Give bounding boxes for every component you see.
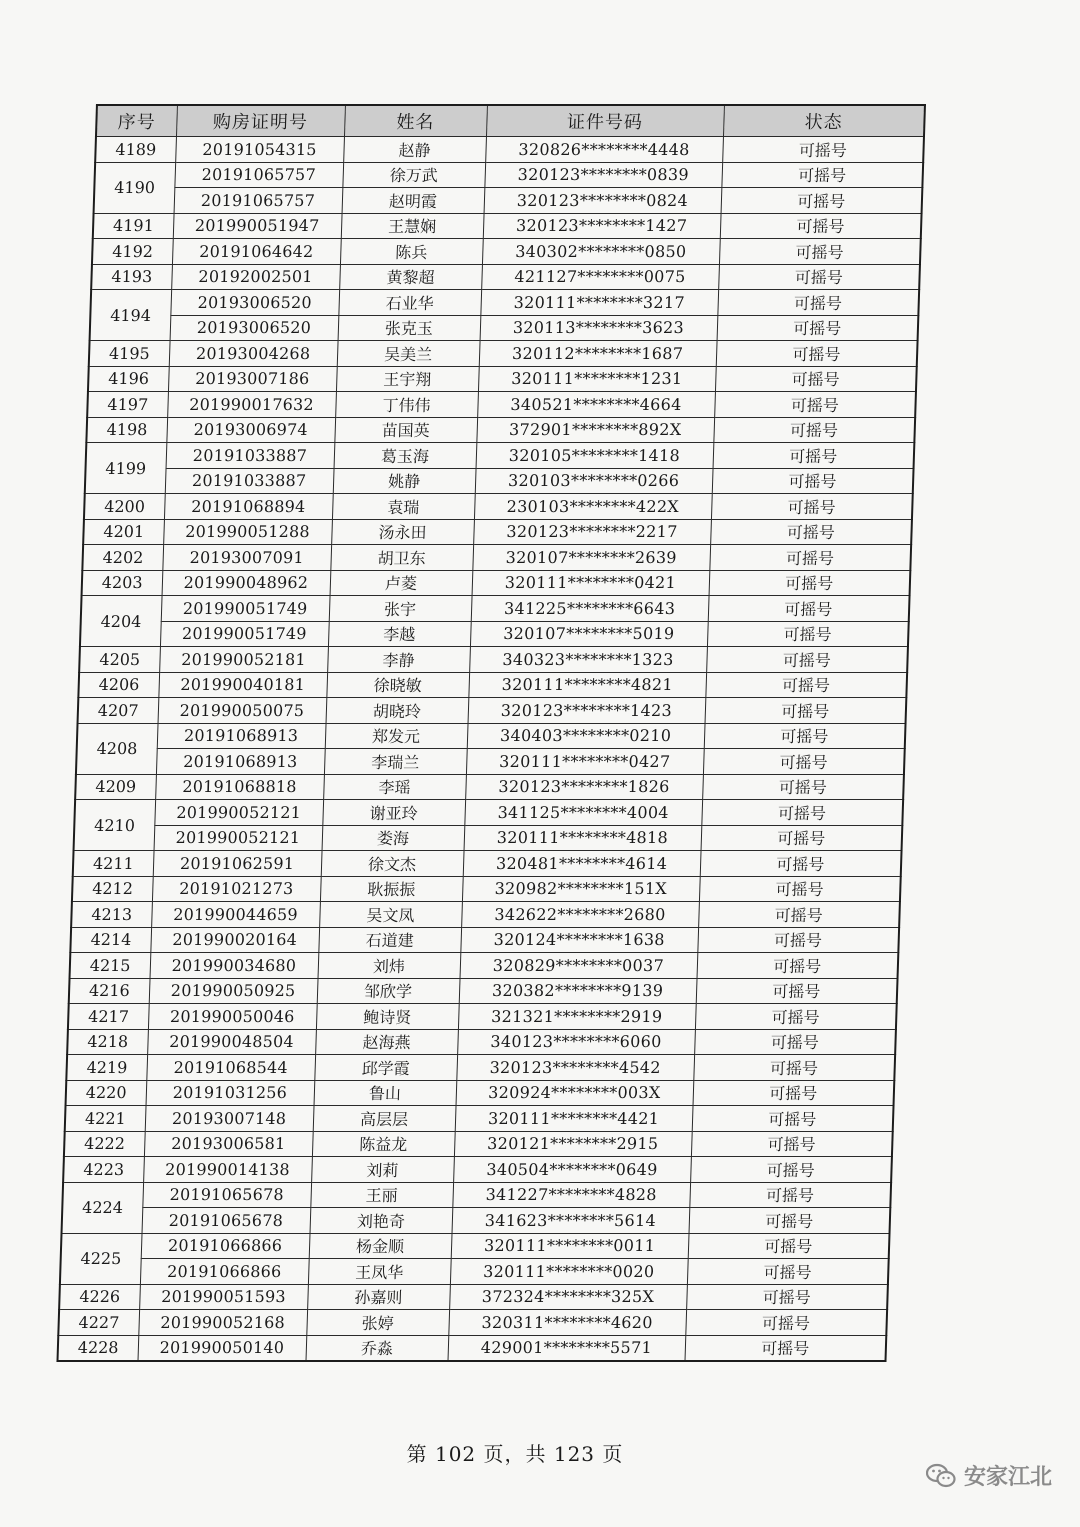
cell-status: 可摇号 <box>718 264 920 290</box>
cell-id-number: 320111********0011 <box>451 1233 689 1259</box>
cell-name: 刘莉 <box>311 1157 454 1183</box>
cell-id-number: 320107********2639 <box>472 545 710 571</box>
cell-purchase-cert-no: 201990020164 <box>150 927 319 953</box>
cell-name: 黄黎超 <box>339 264 482 290</box>
table-row <box>80 621 909 647</box>
table-row <box>69 978 898 1004</box>
cell-purchase-cert-no: 20191068818 <box>155 774 324 800</box>
cell-purchase-cert-no: 20191062591 <box>153 851 322 877</box>
table-row <box>70 927 899 953</box>
cell-status: 可摇号 <box>717 290 919 316</box>
table-row <box>94 162 923 188</box>
cell-serial-no: 4212 <box>72 876 153 902</box>
cell-status: 可摇号 <box>684 1335 886 1361</box>
table-row <box>65 1106 894 1132</box>
cell-name: 葛玉海 <box>334 443 477 469</box>
table-row <box>95 137 924 163</box>
cell-status: 可摇号 <box>715 366 917 392</box>
cell-purchase-cert-no: 201990052168 <box>138 1310 307 1336</box>
cell-id-number: 230103********422X <box>474 494 712 520</box>
cell-name: 石道建 <box>318 927 461 953</box>
cell-purchase-cert-no: 20191021273 <box>152 876 321 902</box>
cell-purchase-cert-no: 20191066866 <box>140 1259 309 1285</box>
table-row <box>58 1310 887 1336</box>
cell-status: 可摇号 <box>709 545 911 571</box>
cell-id-number: 341623********5614 <box>452 1208 690 1234</box>
cell-id-number: 320111********4818 <box>464 825 702 851</box>
cell-serial-no: 4228 <box>57 1335 138 1361</box>
cell-purchase-cert-no: 20193004268 <box>169 341 338 367</box>
cell-status: 可摇号 <box>722 137 924 163</box>
cell-status: 可摇号 <box>697 953 899 979</box>
cell-purchase-cert-no: 201990051749 <box>160 621 329 647</box>
page-number-footer: 第 102 页，共 123 页 <box>406 1442 624 1466</box>
cell-status: 可摇号 <box>688 1233 890 1259</box>
cell-name: 王丽 <box>310 1182 453 1208</box>
cell-serial-no: 4215 <box>70 953 151 979</box>
cell-purchase-cert-no: 20191065678 <box>142 1182 311 1208</box>
table-row <box>93 213 922 239</box>
cell-id-number: 320111********0020 <box>450 1259 688 1285</box>
cell-status: 可摇号 <box>694 1029 896 1055</box>
document-sheet <box>56 104 924 1362</box>
cell-purchase-cert-no: 201990044659 <box>151 902 320 928</box>
cell-purchase-cert-no: 201990050925 <box>149 978 318 1004</box>
cell-purchase-cert-no: 201990034680 <box>150 953 319 979</box>
cell-purchase-cert-no: 20191033887 <box>166 443 335 469</box>
cell-purchase-cert-no: 20193007148 <box>145 1106 314 1132</box>
cell-serial-no: 4217 <box>68 1004 149 1030</box>
cell-serial-no: 4191 <box>93 213 174 239</box>
cell-purchase-cert-no: 20193006581 <box>144 1131 313 1157</box>
cell-name: 徐文杰 <box>321 851 464 877</box>
cell-status: 可摇号 <box>699 876 901 902</box>
cell-serial-no: 4199 <box>85 443 167 494</box>
header-name: 姓名 <box>344 105 487 137</box>
cell-purchase-cert-no: 20193006520 <box>170 315 339 341</box>
cell-name: 姚静 <box>333 468 476 494</box>
cell-id-number: 320924********003X <box>456 1080 694 1106</box>
cell-serial-no: 4193 <box>91 264 172 290</box>
table-row <box>57 1335 886 1361</box>
cell-serial-no: 4221 <box>65 1106 146 1132</box>
table-row <box>77 723 906 749</box>
cell-purchase-cert-no: 201990050046 <box>148 1004 317 1030</box>
cell-name: 邱学霞 <box>314 1055 457 1081</box>
cell-purchase-cert-no: 20191068544 <box>146 1055 315 1081</box>
cell-status: 可摇号 <box>703 749 905 775</box>
table-row <box>83 519 912 545</box>
table-row <box>82 570 911 596</box>
cell-purchase-cert-no: 20191064642 <box>172 239 341 265</box>
header-serial-no: 序号 <box>96 105 177 137</box>
cell-purchase-cert-no: 201990050075 <box>158 698 327 724</box>
cell-serial-no: 4210 <box>74 800 156 851</box>
cell-name: 李瑶 <box>323 774 466 800</box>
cell-name: 李越 <box>328 621 471 647</box>
cell-name: 李静 <box>327 647 470 673</box>
cell-name: 陈兵 <box>340 239 483 265</box>
cell-purchase-cert-no: 201990052121 <box>154 825 323 851</box>
cell-status: 可摇号 <box>695 1004 897 1030</box>
cell-serial-no: 4204 <box>80 596 162 647</box>
cell-status: 可摇号 <box>691 1131 893 1157</box>
cell-name: 王凤华 <box>308 1259 451 1285</box>
cell-status: 可摇号 <box>689 1208 891 1234</box>
table-row <box>78 698 907 724</box>
table-row <box>72 876 901 902</box>
cell-status: 可摇号 <box>706 647 908 673</box>
table-row <box>85 468 914 494</box>
cell-status: 可摇号 <box>705 698 907 724</box>
cell-id-number: 341225********6643 <box>471 596 709 622</box>
cell-id-number: 321321********2919 <box>458 1004 696 1030</box>
cell-id-number: 320111********0421 <box>472 570 710 596</box>
cell-id-number: 320123********0824 <box>484 188 722 214</box>
cell-name: 卢菱 <box>330 570 473 596</box>
cell-id-number: 320123********0839 <box>484 162 722 188</box>
cell-name: 李瑞兰 <box>324 749 467 775</box>
cell-status: 可摇号 <box>689 1182 891 1208</box>
table-row <box>62 1182 891 1208</box>
table-row <box>90 290 919 316</box>
cell-status: 可摇号 <box>705 672 907 698</box>
table-row <box>86 417 915 443</box>
cell-purchase-cert-no: 20193007186 <box>168 366 337 392</box>
cell-name: 鲍诗贤 <box>316 1004 459 1030</box>
cell-id-number: 340302********0850 <box>482 239 720 265</box>
cell-status: 可摇号 <box>696 978 898 1004</box>
table-row <box>62 1208 891 1234</box>
cell-name: 杨金顺 <box>309 1233 452 1259</box>
cell-id-number: 320111********3217 <box>480 290 718 316</box>
cell-status: 可摇号 <box>692 1106 894 1132</box>
cell-status: 可摇号 <box>687 1259 889 1285</box>
cell-purchase-cert-no: 20191065757 <box>174 188 343 214</box>
cell-name: 汤永田 <box>331 519 474 545</box>
cell-name: 高层层 <box>313 1106 456 1132</box>
table-row <box>84 494 913 520</box>
cell-serial-no: 4189 <box>95 137 176 163</box>
cell-purchase-cert-no: 201990051749 <box>161 596 330 622</box>
cell-id-number: 320481********4614 <box>463 851 701 877</box>
cell-serial-no: 4200 <box>84 494 165 520</box>
cell-id-number: 372324********325X <box>449 1284 687 1310</box>
cell-id-number: 320121********2915 <box>454 1131 692 1157</box>
cell-id-number: 320382********9139 <box>459 978 697 1004</box>
wechat-icon <box>926 1463 956 1489</box>
cell-purchase-cert-no: 20191031256 <box>146 1080 315 1106</box>
table-body <box>57 137 923 1362</box>
cell-status: 可摇号 <box>702 774 904 800</box>
table-row <box>74 825 903 851</box>
cell-status: 可摇号 <box>713 443 915 469</box>
cell-purchase-cert-no: 20191065678 <box>142 1208 311 1234</box>
table-row <box>66 1080 895 1106</box>
cell-serial-no: 4195 <box>89 341 170 367</box>
cell-purchase-cert-no: 20193007091 <box>162 545 331 571</box>
table-header-row <box>96 105 925 137</box>
table-row <box>92 239 921 265</box>
table-row <box>74 800 903 826</box>
cell-status: 可摇号 <box>712 468 914 494</box>
cell-purchase-cert-no: 201990017632 <box>167 392 336 418</box>
cell-serial-no: 4218 <box>67 1029 148 1055</box>
cell-purchase-cert-no: 201990052121 <box>154 800 323 826</box>
cell-serial-no: 4220 <box>66 1080 147 1106</box>
cell-status: 可摇号 <box>716 341 918 367</box>
cell-status: 可摇号 <box>685 1310 887 1336</box>
table-row <box>88 366 917 392</box>
cell-serial-no: 4198 <box>86 417 167 443</box>
cell-status: 可摇号 <box>720 213 922 239</box>
cell-name: 胡卫东 <box>330 545 473 571</box>
table-row <box>63 1157 892 1183</box>
cell-id-number: 320112********1687 <box>479 341 717 367</box>
cell-status: 可摇号 <box>708 596 910 622</box>
cell-purchase-cert-no: 20192002501 <box>171 264 340 290</box>
table-row <box>78 672 907 698</box>
cell-serial-no: 4201 <box>83 519 164 545</box>
cell-id-number: 320311********4620 <box>448 1310 686 1336</box>
cell-name: 赵海燕 <box>315 1029 458 1055</box>
header-id-number: 证件号码 <box>486 105 724 137</box>
cell-name: 袁瑞 <box>332 494 475 520</box>
cell-status: 可摇号 <box>714 392 916 418</box>
cell-serial-no: 4192 <box>92 239 173 265</box>
cell-status: 可摇号 <box>721 188 923 214</box>
cell-status: 可摇号 <box>701 800 903 826</box>
cell-status: 可摇号 <box>711 494 913 520</box>
table-row <box>91 264 920 290</box>
cell-name: 邹欣学 <box>317 978 460 1004</box>
table-row <box>73 851 902 877</box>
header-status: 状态 <box>723 105 925 137</box>
cell-purchase-cert-no: 201990040181 <box>158 672 327 698</box>
cell-serial-no: 4203 <box>82 570 163 596</box>
table-row <box>67 1029 896 1055</box>
cell-id-number: 320103********0266 <box>475 468 713 494</box>
cell-purchase-cert-no: 201990048962 <box>162 570 331 596</box>
cell-name: 吴美兰 <box>337 341 480 367</box>
cell-name: 徐晓敏 <box>326 672 469 698</box>
cell-purchase-cert-no: 201990052181 <box>159 647 328 673</box>
table-row <box>64 1131 893 1157</box>
cell-id-number: 342622********2680 <box>461 902 699 928</box>
cell-status: 可摇号 <box>698 902 900 928</box>
cell-name: 刘炜 <box>318 953 461 979</box>
cell-name: 谢亚玲 <box>322 800 465 826</box>
header-purchase-cert-no: 购房证明号 <box>176 105 345 137</box>
cell-status: 可摇号 <box>719 239 921 265</box>
cell-status: 可摇号 <box>704 723 906 749</box>
table-row <box>70 953 899 979</box>
cell-serial-no: 4216 <box>69 978 150 1004</box>
cell-serial-no: 4226 <box>59 1284 140 1310</box>
table-row <box>94 188 923 214</box>
account-watermark <box>926 1460 1052 1491</box>
cell-id-number: 320123********2217 <box>473 519 711 545</box>
cell-purchase-cert-no: 20191033887 <box>165 468 334 494</box>
cell-name: 张克玉 <box>338 315 481 341</box>
cell-id-number: 320124********1638 <box>460 927 698 953</box>
cell-id-number: 341125********4004 <box>464 800 702 826</box>
table-row <box>76 749 905 775</box>
cell-purchase-cert-no: 20193006520 <box>170 290 339 316</box>
table-row <box>59 1284 888 1310</box>
cell-status: 可摇号 <box>693 1080 895 1106</box>
cell-status: 可摇号 <box>690 1157 892 1183</box>
cell-serial-no: 4225 <box>60 1233 142 1284</box>
cell-purchase-cert-no: 201990014138 <box>143 1157 312 1183</box>
cell-status: 可摇号 <box>717 315 919 341</box>
cell-name: 郑发元 <box>325 723 468 749</box>
cell-name: 张宇 <box>329 596 472 622</box>
cell-status: 可摇号 <box>710 519 912 545</box>
cell-serial-no: 4197 <box>87 392 168 418</box>
cell-serial-no: 4224 <box>62 1182 144 1233</box>
table-row <box>82 545 911 571</box>
cell-id-number: 341227********4828 <box>452 1182 690 1208</box>
cell-serial-no: 4227 <box>58 1310 139 1336</box>
cell-id-number: 372901********892X <box>476 417 714 443</box>
cell-status: 可摇号 <box>709 570 911 596</box>
cell-serial-no: 4223 <box>63 1157 144 1183</box>
cell-id-number: 340403********0210 <box>467 723 705 749</box>
cell-id-number: 320111********0427 <box>466 749 704 775</box>
table-row <box>87 392 916 418</box>
cell-serial-no: 4219 <box>66 1055 147 1081</box>
cell-serial-no: 4190 <box>94 162 176 213</box>
cell-id-number: 340123********6060 <box>457 1029 695 1055</box>
cell-name: 鲁山 <box>314 1080 457 1106</box>
cell-purchase-cert-no: 20191054315 <box>175 137 344 163</box>
cell-name: 耿振振 <box>320 876 463 902</box>
cell-serial-no: 4214 <box>70 927 151 953</box>
cell-status: 可摇号 <box>707 621 909 647</box>
cell-id-number: 320111********4421 <box>455 1106 693 1132</box>
cell-purchase-cert-no: 201990051593 <box>139 1284 308 1310</box>
cell-name: 胡晓玲 <box>326 698 469 724</box>
cell-id-number: 320111********4821 <box>468 672 706 698</box>
table-row <box>60 1259 889 1285</box>
cell-id-number: 429001********5571 <box>447 1335 685 1361</box>
cell-name: 刘艳奇 <box>310 1208 453 1234</box>
cell-id-number: 320826********4448 <box>485 137 723 163</box>
cell-status: 可摇号 <box>721 162 923 188</box>
table-row <box>75 774 904 800</box>
cell-name: 赵静 <box>343 137 486 163</box>
table-row <box>68 1004 897 1030</box>
cell-serial-no: 4222 <box>64 1131 145 1157</box>
cell-serial-no: 4207 <box>78 698 159 724</box>
table-row <box>71 902 900 928</box>
cell-name: 娄海 <box>322 825 465 851</box>
cell-purchase-cert-no: 20191068913 <box>156 749 325 775</box>
cell-serial-no: 4208 <box>76 723 158 774</box>
cell-id-number: 421127********0075 <box>481 264 719 290</box>
cell-id-number: 320829********0037 <box>460 953 698 979</box>
cell-purchase-cert-no: 201990051947 <box>173 213 342 239</box>
cell-status: 可摇号 <box>713 417 915 443</box>
cell-id-number: 320105********1418 <box>476 443 714 469</box>
cell-serial-no: 4211 <box>73 851 154 877</box>
cell-purchase-cert-no: 20193006974 <box>166 417 335 443</box>
cell-id-number: 320111********1231 <box>478 366 716 392</box>
cell-id-number: 340504********0649 <box>453 1157 691 1183</box>
cell-name: 赵明霞 <box>342 188 485 214</box>
cell-name: 孙嘉则 <box>307 1284 450 1310</box>
cell-name: 苗国英 <box>334 417 477 443</box>
cell-purchase-cert-no: 201990048504 <box>147 1029 316 1055</box>
table-row <box>79 647 908 673</box>
cell-status: 可摇号 <box>700 851 902 877</box>
table-row <box>90 315 919 341</box>
cell-serial-no: 4202 <box>82 545 163 571</box>
cell-serial-no: 4209 <box>75 774 156 800</box>
cell-serial-no: 4205 <box>79 647 160 673</box>
cell-id-number: 340521********4664 <box>477 392 715 418</box>
cell-purchase-cert-no: 201990050140 <box>137 1335 306 1361</box>
cell-purchase-cert-no: 201990051288 <box>163 519 332 545</box>
cell-status: 可摇号 <box>701 825 903 851</box>
table-row <box>81 596 910 622</box>
cell-purchase-cert-no: 20191065757 <box>174 162 343 188</box>
cell-id-number: 320982********151X <box>462 876 700 902</box>
cell-name: 徐万武 <box>342 162 485 188</box>
lottery-eligibility-table <box>56 104 926 1362</box>
cell-status: 可摇号 <box>697 927 899 953</box>
cell-name: 王宇翔 <box>336 366 479 392</box>
cell-id-number: 320123********4542 <box>456 1055 694 1081</box>
cell-serial-no: 4194 <box>90 290 172 341</box>
cell-name: 丁伟伟 <box>335 392 478 418</box>
cell-id-number: 340323********1323 <box>469 647 707 673</box>
cell-purchase-cert-no: 20191066866 <box>141 1233 310 1259</box>
cell-name: 吴文凤 <box>319 902 462 928</box>
cell-name: 石业华 <box>338 290 481 316</box>
table-row <box>66 1055 895 1081</box>
cell-id-number: 320123********1826 <box>465 774 703 800</box>
cell-id-number: 320107********5019 <box>470 621 708 647</box>
table-row <box>89 341 918 367</box>
cell-name: 王慧娴 <box>341 213 484 239</box>
cell-serial-no: 4213 <box>71 902 152 928</box>
cell-status: 可摇号 <box>693 1055 895 1081</box>
cell-name: 乔淼 <box>305 1335 448 1361</box>
cell-serial-no: 4206 <box>78 672 159 698</box>
cell-id-number: 320123********1423 <box>468 698 706 724</box>
cell-id-number: 320123********1427 <box>483 213 721 239</box>
cell-purchase-cert-no: 20191068913 <box>157 723 326 749</box>
table-row <box>86 443 915 469</box>
cell-id-number: 320113********3623 <box>480 315 718 341</box>
watermark-text: 安家江北 <box>963 1465 1052 1490</box>
cell-status: 可摇号 <box>686 1284 888 1310</box>
cell-serial-no: 4196 <box>88 366 169 392</box>
table-row <box>61 1233 890 1259</box>
cell-name: 张婷 <box>306 1310 449 1336</box>
cell-name: 陈益龙 <box>312 1131 455 1157</box>
cell-purchase-cert-no: 20191068894 <box>164 494 333 520</box>
